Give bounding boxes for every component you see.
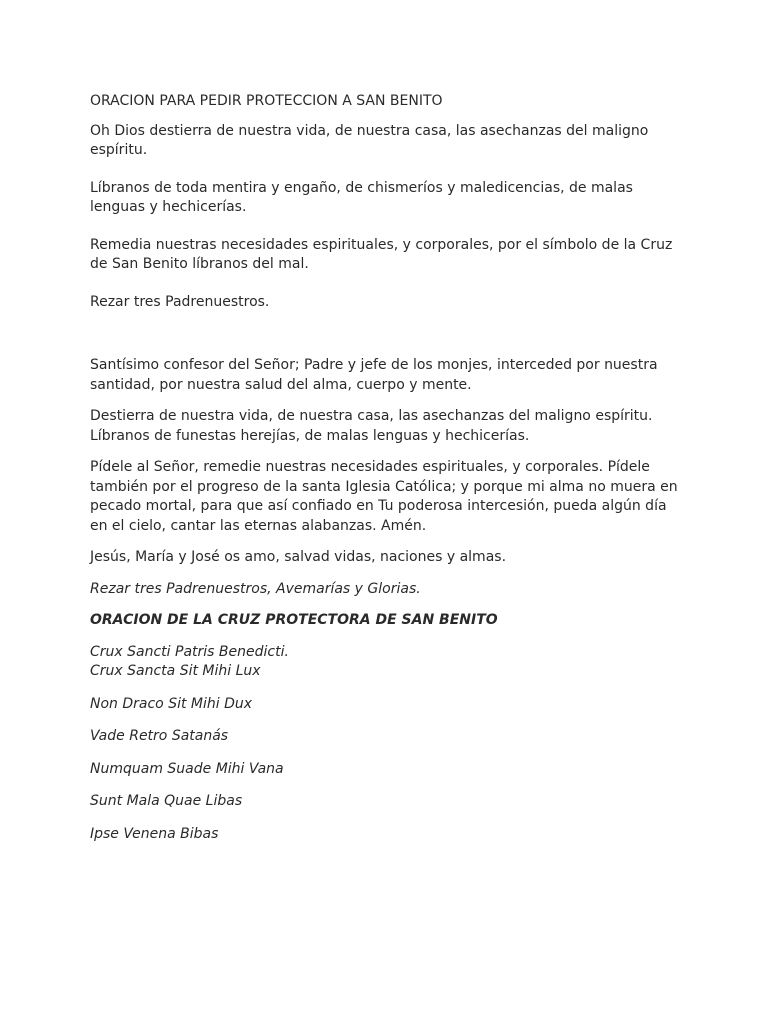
paragraph-line: Líbranos de funestas herejías, de malas lenguas y hechicerías. bbox=[90, 427, 530, 444]
latin-line: Crux Sancta Sit Mihi Lux bbox=[90, 663, 261, 679]
latin-line: Numquam Suade Mihi Vana bbox=[90, 760, 284, 777]
paragraph-2 bbox=[90, 179, 690, 218]
latin-line: Sunt Mala Quae Libas bbox=[90, 793, 243, 809]
paragraph-1 bbox=[90, 122, 690, 161]
latin-line: Vade Retro Satanás bbox=[90, 728, 229, 744]
paragraph-line: Líbranos de toda mentira y engaño, de chismeríos y maledicencias, de malas bbox=[90, 179, 633, 196]
paragraph-line: Santísimo confesor del Señor; Padre y jefe de los monjes, interceded por nuestra bbox=[90, 357, 658, 373]
paragraph-line: Remedia nuestras necesidades espirituales, y corporales, por el símbolo de la Cruz bbox=[90, 236, 673, 253]
latin-line: Crux Sancti Patris Benedicti. bbox=[90, 643, 289, 660]
paragraph-line: lenguas y hechicerías. bbox=[90, 199, 247, 215]
document-page bbox=[90, 92, 690, 844]
section-title-cruz: ORACION DE LA CRUZ PROTECTORA DE SAN BENITO bbox=[90, 612, 498, 628]
paragraph-line: pecado mortal, para que así confiado en Tu poderosa intercesión, pueda algún día bbox=[90, 498, 667, 514]
paragraph-3 bbox=[90, 236, 690, 275]
prayer-title: ORACION PARA PEDIR PROTECCION A SAN BENITO bbox=[90, 93, 443, 109]
paragraph-line: en el cielo, cantar las eternas alabanzas. Amén. bbox=[90, 517, 427, 534]
paragraph-7 bbox=[90, 458, 690, 536]
instruction-rezar: Rezar tres Padrenuestros, Avemarías y Glorias. bbox=[90, 580, 421, 597]
paragraph-line: santidad, por nuestra salud del alma, cuerpo y mente. bbox=[90, 376, 472, 393]
paragraph-line: también por el progreso de la santa Iglesia Católica; y porque mi alma no muera en bbox=[90, 478, 678, 495]
latin-verse-group-1 bbox=[90, 643, 690, 682]
paragraph-line: Pídele al Señor, remedie nuestras necesidades espirituales, y corporales. Pídele bbox=[90, 459, 650, 475]
latin-line: Ipse Venena Bibas bbox=[90, 825, 219, 842]
instruction-padrenuestros: Rezar tres Padrenuestros. bbox=[90, 293, 270, 310]
paragraph-line: Destierra de nuestra vida, de nuestra casa, las asechanzas del maligno espíritu. bbox=[90, 408, 653, 424]
paragraph-8: Jesús, María y José os amo, salvad vidas, naciones y almas. bbox=[90, 549, 507, 565]
paragraph-line: Oh Dios destierra de nuestra vida, de nuestra casa, las asechanzas del maligno bbox=[90, 122, 649, 139]
paragraph-line: espíritu. bbox=[90, 142, 148, 158]
paragraph-line: de San Benito líbranos del mal. bbox=[90, 256, 309, 272]
paragraph-5 bbox=[90, 356, 690, 395]
paragraph-6 bbox=[90, 407, 690, 446]
latin-line: Non Draco Sit Mihi Dux bbox=[90, 695, 253, 712]
